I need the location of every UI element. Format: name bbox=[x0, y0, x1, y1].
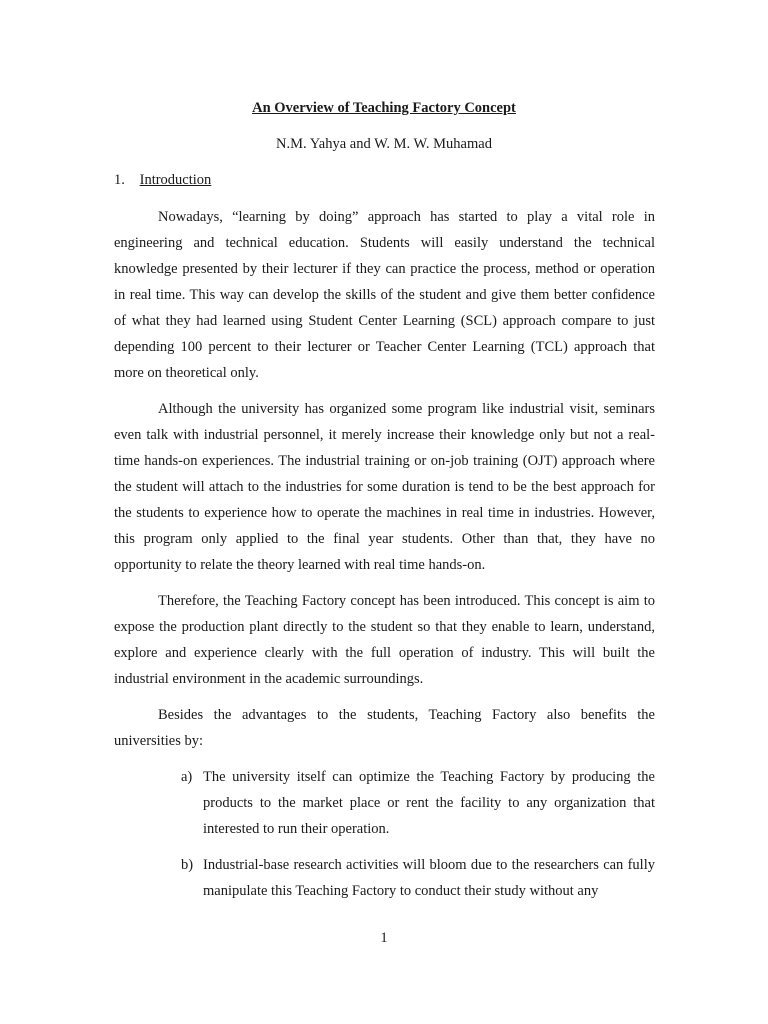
list-marker: b) bbox=[181, 857, 194, 873]
paragraph: Therefore, the Teaching Factory concept has been introduced. This concept is aim to expose the production plant directly to the student so that they enable to learn, understand, explore and experience clearly with the full operation of industry. This will built the industrial environment in the academic surroundings. bbox=[114, 593, 655, 687]
paragraph: Besides the advantages to the students, Teaching Factory also benefits the universities by: bbox=[114, 707, 655, 749]
document-title: An Overview of Teaching Factory Concept bbox=[252, 100, 516, 116]
paragraph: Nowadays, “learning by doing” approach has started to play a vital role in engineering and technical education. Students will easily understand the technical knowledge presented by their lecturer if they can practice the process, method or operation in real time. This way can develop the skills of the student and give them better confidence of what they had learned using Student Center Learning (SCL) approach compare to just depending 100 percent to their lecturer or Teacher Center Learning (TCL) approach that more on theoretical only. bbox=[114, 209, 655, 381]
paragraph-block bbox=[114, 588, 655, 692]
document-authors: N.M. Yahya and W. M. W. Muhamad bbox=[276, 136, 492, 152]
paragraph-block bbox=[114, 204, 655, 386]
section-label: Introduction bbox=[139, 172, 212, 188]
paragraph-block bbox=[114, 702, 655, 754]
paragraph-block bbox=[114, 396, 655, 578]
list-item bbox=[181, 764, 655, 842]
page-number: 1 bbox=[380, 930, 388, 946]
list-item bbox=[181, 852, 655, 904]
list-item-text: The university itself can optimize the Teaching Factory by producing the products to the market place or rent the facility to any organization that interested to run their operation. bbox=[203, 769, 655, 837]
section-number: 1. bbox=[114, 172, 125, 188]
section-heading bbox=[114, 172, 211, 189]
paragraph: Although the university has organized some program like industrial visit, seminars even talk with industrial personnel, it merely increase their knowledge only but not a real-time hands-on experiences. The industrial training or on-job training (OJT) approach where the student will attach to the industries for some duration is tend to be the best approach for the students to experience how to operate the machines in real time in industries. However, this program only applied to the final year students. Other than that, they have no opportunity to relate the theory learned with real time hands-on. bbox=[114, 401, 655, 573]
list-item-text: Industrial-base research activities will bloom due to the researchers can fully manipulate this Teaching Factory to conduct their study without any bbox=[203, 857, 655, 899]
list-marker: a) bbox=[181, 769, 193, 785]
